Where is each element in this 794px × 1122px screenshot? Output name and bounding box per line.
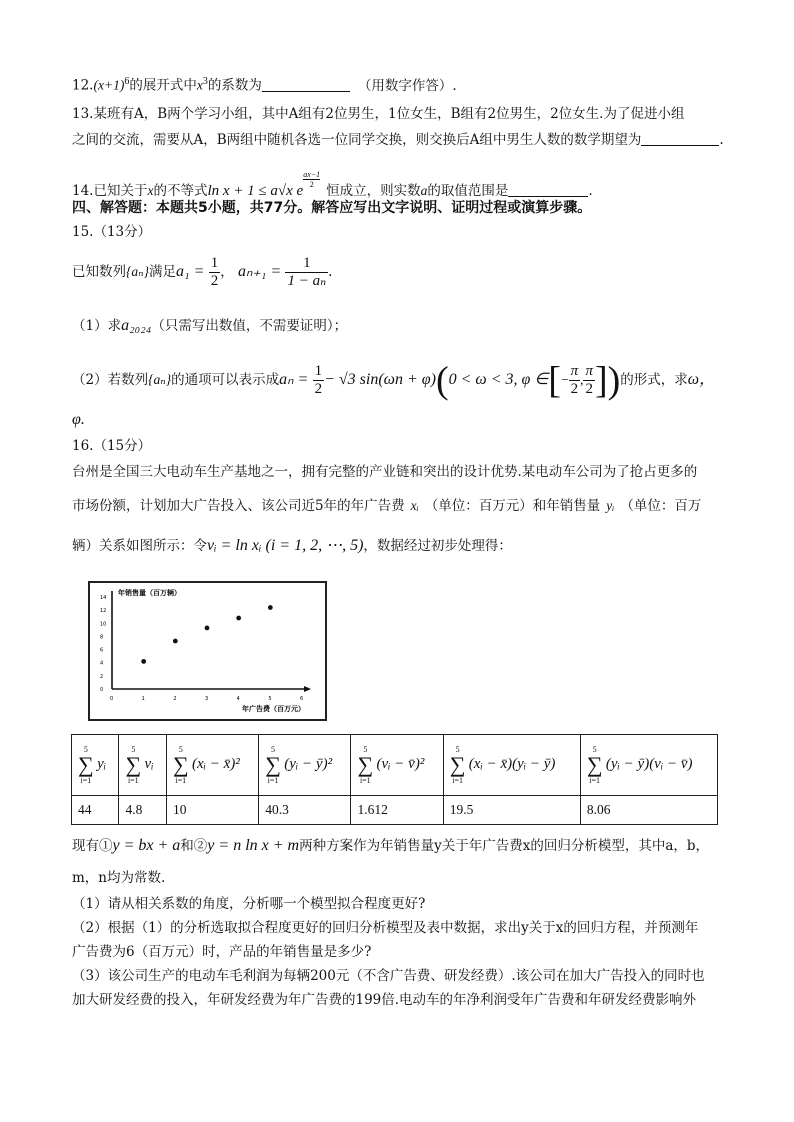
question-text: （单位：百万 [620, 498, 702, 514]
question-text: （2）若数列 [72, 372, 149, 388]
table-header-cell [580, 735, 717, 796]
scatter-chart-frame [88, 581, 327, 721]
table-cell: 44 [72, 796, 119, 825]
table-cell: 4.8 [119, 796, 166, 825]
question-text: 的通项可以表示成 [171, 372, 280, 388]
table-header-cell [351, 735, 443, 796]
x-tick-label: 0 [110, 696, 114, 702]
question-text: （1）求 [72, 318, 122, 334]
question-14 [72, 170, 593, 201]
question-16-part-3b: 加大研发经费的投入，年研发经费为年广告费的199倍.电动车的年净利润受年广告费和年研发经费影响外 [72, 992, 697, 1008]
exponent-fraction: ax−1 2 [303, 170, 321, 189]
question-16-part-1: （1）请从相关系数的角度，分析哪一个模型拟合程度更好? [72, 896, 426, 912]
y-tick-label: 14 [100, 595, 107, 601]
question-16-models [72, 836, 709, 856]
bracket: ] [594, 359, 608, 402]
header-expression: (yᵢ − ȳ)(vᵢ − v̄) [605, 756, 693, 773]
punctuation: ， [220, 264, 234, 280]
sigma-symbol: 5 ∑ i=1 [265, 745, 281, 785]
table-header-row [72, 735, 718, 796]
inequality: ln x + 1 ≤ a√x e [207, 183, 304, 199]
table-cell: 1.612 [351, 796, 443, 825]
bracket: [ [548, 359, 561, 402]
sigma-symbol: 5 ∑ i=1 [586, 745, 603, 785]
table-cell: 40.3 [259, 796, 351, 825]
exponent: 3 [202, 76, 208, 87]
data-point [173, 639, 178, 644]
question-text: 之间的交流，需要从A，B两组中随机各选一位同学交换，则交换后A组中男生人数的数学期望为 [72, 132, 642, 148]
data-point [268, 605, 273, 610]
question-text: （只需写出数值，不需要证明）； [151, 318, 348, 334]
question-text: 现有① [72, 838, 113, 854]
fraction: $\frac{1}{\text{1 − aₙ}}$ [287, 255, 327, 289]
question-16-line-2 [72, 496, 701, 516]
sigma-symbol: 5 ∑ i=1 [449, 745, 466, 785]
question-13-line-2 [72, 130, 724, 150]
y-tick-label: 12 [100, 608, 107, 615]
table-header-cell [119, 735, 166, 796]
question-15-header: 15.（13分） [72, 224, 152, 240]
variable: yᵢ [606, 498, 615, 513]
variable: ω， [687, 371, 716, 388]
y-tick-label: 4 [100, 660, 104, 667]
y-tick-label: 6 [100, 647, 104, 654]
table-header-cell [166, 735, 258, 796]
question-15-part-2: （2）若数列{aₙ}的通项可以表示成aₙ = $\frac{1}{2}$ − √3 sin(ωn + φ)(0 < ω < 3, φ ∈[− $\frac{\pi}{2}$ , $\frac{\pi}{2}$ ])的形式，求ω， [72, 359, 716, 402]
question-16-part-2b: 广告费为6（百万元）时，产品的年销售量是多少? [72, 944, 372, 960]
binomial-expression: (x+1) [93, 77, 125, 93]
scatter-chart [90, 583, 325, 719]
question-16-part-3a: （3）该公司生产的电动车毛利润为每辆200元（不含广告费、研发经费）.该公司在加大广告投入的同时也 [72, 968, 705, 984]
question-16-part-2a: （2）根据（1）的分析选取拟合程度更好的回归分析模型及表中数据，求出y关于x的回归方程，并预测年 [72, 920, 699, 936]
answer-blank[interactable] [641, 131, 719, 146]
sigma-symbol: 5 ∑ i=1 [172, 745, 189, 785]
x-tick-label: 4 [236, 696, 240, 702]
question-text: 的展开式中 [129, 77, 197, 94]
question-text: （单位：百万元）和年销售量 [424, 498, 601, 514]
table-cell: 10 [166, 796, 258, 825]
x-axis-arrow [304, 686, 311, 692]
y-tick-label: 10 [100, 621, 107, 628]
header-expression: (vᵢ − v̄)² [376, 756, 425, 773]
question-text: ，数据经过初步处理得： [363, 538, 512, 554]
question-text: 两种方案作为年销售量y关于年广告费x的回归分析模型，其中a，b， [299, 838, 710, 854]
paren: ) [607, 359, 621, 402]
formula: y = bx + a [112, 837, 181, 854]
question-16-models-2: m，n均为常数. [72, 870, 166, 886]
question-12 [72, 72, 457, 96]
table-header-cell [72, 735, 119, 796]
header-expression: (yᵢ − ȳ)² [284, 756, 333, 773]
variable: a₂₀₂₄ [121, 317, 152, 334]
sigma-symbol: 5 ∑ i=1 [125, 745, 142, 785]
formula: a₁ = [176, 263, 205, 280]
formula: y = n ln x + m [207, 837, 300, 854]
question-text: 14.已知关于 [72, 183, 148, 199]
table-header-cell [443, 735, 580, 796]
x-tick-label: 2 [173, 696, 177, 702]
section-heading: 四、解答题：本题共5小题，共77分。解答应写出文字说明、证明过程或演算步骤。 [72, 200, 592, 216]
question-15-given [72, 252, 332, 292]
formula: aₙ = [279, 371, 309, 388]
answer-blank[interactable] [262, 77, 350, 92]
chart-title: 年销售量（百万辆） [118, 589, 181, 597]
header-expression: vᵢ [144, 756, 154, 773]
condition: 0 < ω < 3, φ ∈ [448, 371, 549, 388]
formula: − √3 sin(ωn + φ) [324, 371, 436, 388]
variable: xᵢ [410, 498, 419, 513]
question-number: 12. [72, 77, 94, 94]
question-16-line-1: 台州是全国三大电动车生产基地之一，拥有完整的产业链和突出的设计优势.某电动车公司为了抢占更多的 [72, 464, 698, 480]
x-tick-label: 5 [268, 696, 272, 702]
data-point [141, 659, 146, 664]
variable: x [196, 77, 203, 93]
variable: x [147, 183, 154, 198]
question-text: . [719, 132, 724, 148]
formula: aₙ₊₁ = [237, 263, 282, 280]
question-text: 的形式，求 [620, 372, 688, 388]
question-text: （用数字作答）. [357, 77, 457, 94]
question-text: 恒成立，则实数 [326, 183, 421, 199]
question-15-phi: φ. [72, 411, 85, 428]
x-tick-label: 1 [141, 696, 145, 702]
question-13-line-1: 13.某班有A，B两个学习小组，其中A组有2位男生，1位女生，B组有2位男生，2位女生.为了促进小组 [72, 106, 685, 122]
sequence: {aₙ} [126, 264, 150, 279]
statistics-table [71, 734, 718, 825]
question-text: 市场份额，计划加大广告投入、该公司近5年的年广告费 [72, 498, 405, 514]
question-text: . [588, 183, 593, 199]
fraction: $\frac{1}{2}$ [210, 255, 219, 289]
x-tick-label: 6 [300, 696, 304, 702]
question-text: 满足 [149, 264, 177, 280]
y-tick-label: 2 [100, 673, 104, 680]
x-axis-label: 年广告费（百万元） [242, 705, 305, 713]
x-tick-label: 3 [205, 696, 209, 702]
data-point [236, 616, 241, 621]
question-15-part-1 [72, 316, 347, 336]
punctuation: . [328, 264, 333, 280]
fraction: $\frac{1}{2}$ [314, 363, 323, 397]
fraction: $\frac{\pi}{2}$ [585, 363, 593, 397]
question-text: 的不等式 [153, 183, 208, 199]
question-text: 已知数列 [72, 264, 126, 280]
table-header-cell [259, 735, 351, 796]
formula: vᵢ = ln xᵢ (i = 1, 2, ⋯, 5) [207, 537, 364, 554]
variable: a [420, 183, 428, 198]
question-text: 辆）关系如图所示：令 [72, 538, 207, 554]
header-expression: (xᵢ − x̄)² [192, 756, 240, 773]
question-16-line-3 [72, 536, 512, 556]
header-expression: yᵢ [97, 756, 107, 773]
sequence: {aₙ} [148, 372, 172, 387]
sigma-symbol: 5 ∑ i=1 [78, 745, 94, 785]
table-cell: 8.06 [580, 796, 717, 825]
question-text: 的取值范围是 [427, 183, 509, 199]
table-cell: 19.5 [443, 796, 580, 825]
table-row [72, 796, 718, 825]
header-expression: (xᵢ − x̄)(yᵢ − ȳ) [468, 756, 556, 773]
question-text: 的系数为 [207, 77, 262, 94]
y-tick-label: 8 [100, 634, 104, 641]
data-point [205, 625, 210, 630]
sigma-symbol: 5 ∑ i=1 [357, 745, 374, 785]
paren: ( [435, 359, 449, 402]
y-tick-label: 0 [100, 687, 104, 693]
question-16-header: 16.（15分） [72, 438, 152, 454]
exponent: 6 [124, 76, 130, 87]
answer-blank[interactable] [508, 182, 588, 197]
fraction: $\frac{\pi}{2}$ [570, 363, 579, 397]
question-text: 和② [180, 838, 208, 854]
